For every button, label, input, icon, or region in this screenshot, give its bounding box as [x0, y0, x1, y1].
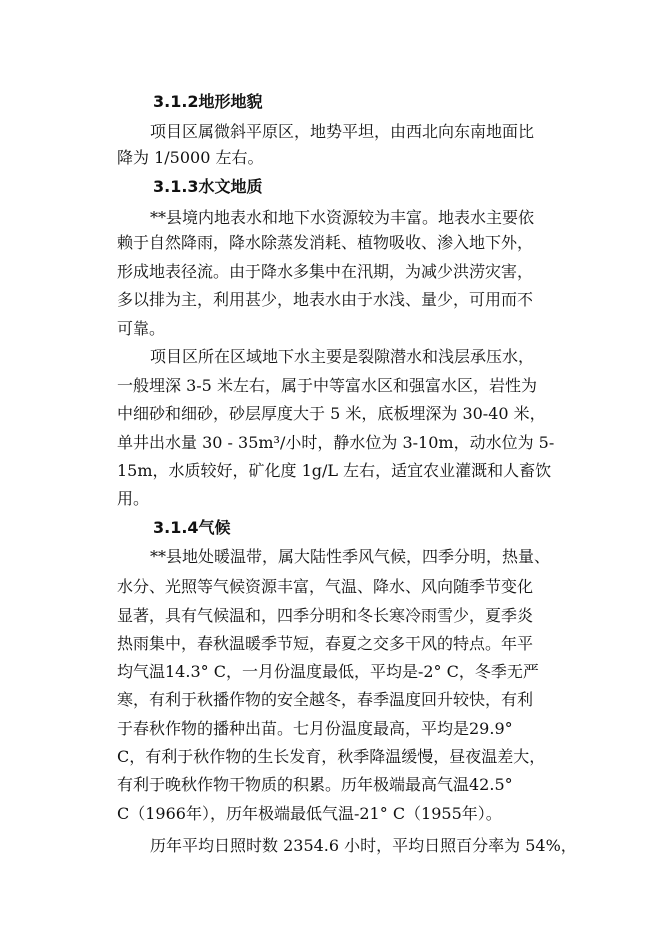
paragraph-line: 形成地表径流。由于降水多集中在汛期，为减少洪涝灾害， — [117, 262, 534, 281]
section-heading-terrain: 3.1.2地形地貌 — [153, 92, 263, 111]
paragraph-line: 一般埋深 3-5 米左右，属于中等富水区和强富水区，岩性为 — [117, 376, 537, 395]
paragraph-line: 降为 1/5000 左右。 — [117, 148, 264, 167]
paragraph-line: 于春秋作物的播种出苗。七月份温度最高，平均是29.9° — [117, 719, 513, 738]
paragraph-line: 单井出水量 30 - 35m³/小时，静水位为 3-10m，动水位为 5- — [117, 433, 555, 452]
paragraph-line: 热雨集中，春秋温暖季节短，春夏之交多干风的特点。年平 — [117, 634, 534, 653]
paragraph-line: 水分、光照等气候资源丰富，气温、降水、风向随季节变化 — [117, 577, 534, 596]
section-heading-hydrogeology: 3.1.3水文地质 — [153, 177, 263, 196]
section-heading-climate: 3.1.4气候 — [153, 518, 231, 537]
paragraph-line: 均气温14.3° C，一月份温度最低，平均是-2° C，冬季无严 — [117, 662, 539, 681]
paragraph-line: 赖于自然降雨，降水除蒸发消耗、植物吸收、渗入地下外， — [117, 233, 534, 252]
paragraph-line: 历年平均日照时数 2354.6 小时，平均日照百分率为 54%， — [150, 836, 577, 855]
paragraph-line: C，有利于秋作物的生长发育，秋季降温缓慢，昼夜温差大， — [117, 747, 546, 766]
paragraph-line: **县地处暖温带，属大陆性季风气候，四季分明，热量、 — [150, 547, 551, 566]
paragraph-line: 用。 — [117, 489, 150, 508]
paragraph-line: 15m，水质较好，矿化度 1g/L 左右，适宜农业灌溉和人畜饮 — [117, 461, 552, 480]
paragraph-line: 寒，有利于秋播作物的安全越冬，春季温度回升较快，有利 — [117, 690, 534, 709]
paragraph-line: 项目区属微斜平原区，地势平坦，由西北向东南地面比 — [150, 122, 535, 141]
paragraph-line: C（1966年），历年极端最低气温-21° C（1955年）。 — [117, 804, 502, 823]
paragraph-line: **县境内地表水和地下水资源较为丰富。地表水主要依 — [150, 208, 535, 227]
paragraph-line: 中细砂和细砂，砂层厚度大于 5 米，底板埋深为 30-40 米， — [117, 404, 546, 423]
paragraph-line: 多以排为主，利用甚少，地表水由于水浅、量少，可用而不 — [117, 290, 534, 309]
paragraph-line: 项目区所在区域地下水主要是裂隙潜水和浅层承压水， — [150, 347, 535, 366]
paragraph-line: 有利于晚秋作物干物质的积累。历年极端最高气温42.5° — [117, 775, 513, 794]
paragraph-line: 可靠。 — [117, 319, 166, 338]
paragraph-line: 显著，具有气候温和，四季分明和冬长寒冷雨雪少，夏季炎 — [117, 606, 534, 625]
